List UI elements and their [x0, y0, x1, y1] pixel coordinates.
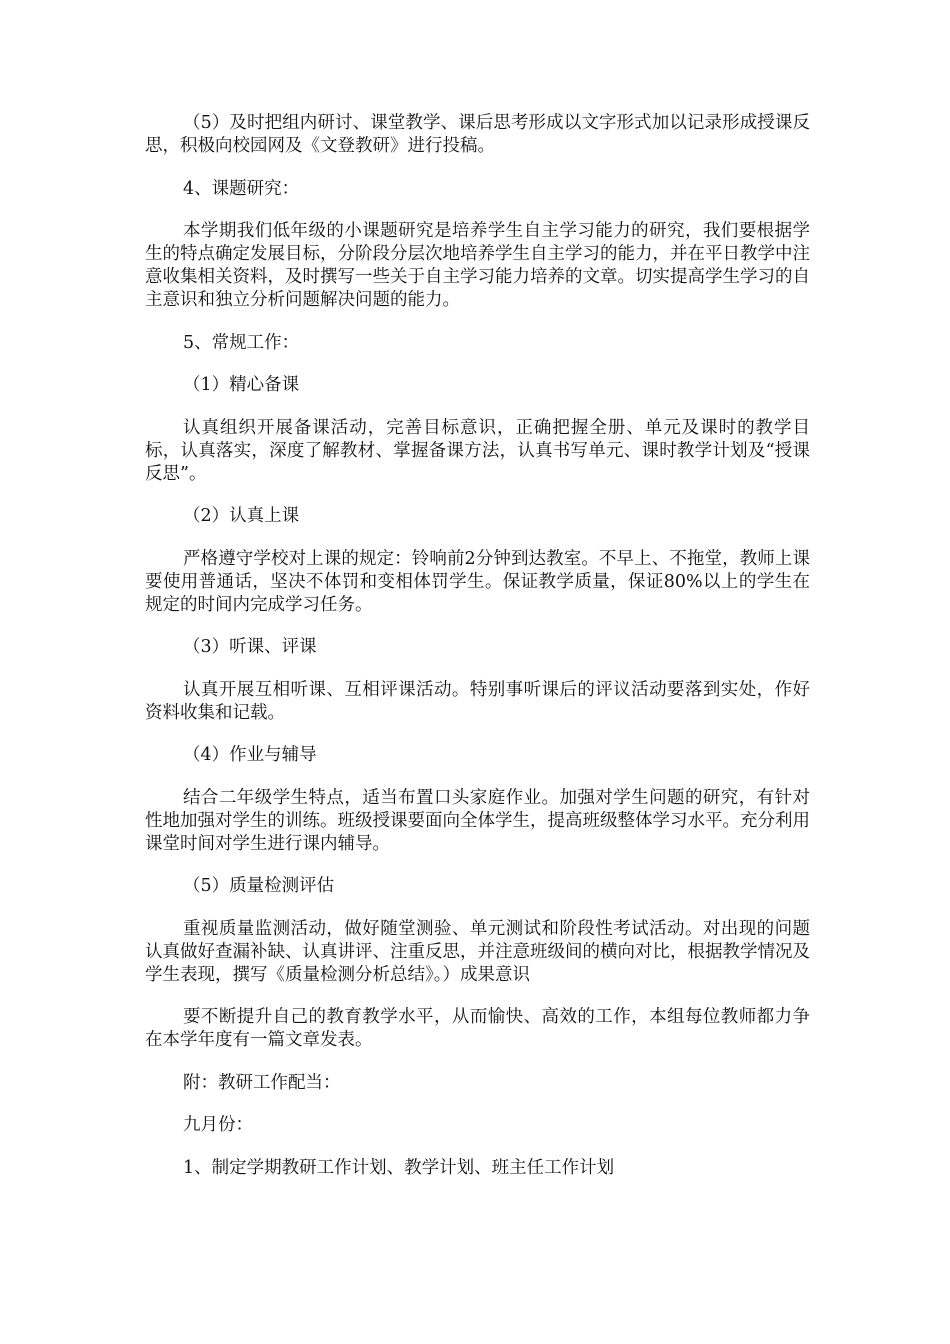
list-item-plans: 1、制定学期教研工作计划、教学计划、班主任工作计划	[183, 1157, 615, 1178]
heading-topic-research: 4、课题研究：	[183, 178, 300, 199]
heading-appendix: 附：教研工作配当：	[183, 1072, 341, 1093]
heading-september: 九月份：	[183, 1115, 253, 1135]
subheading-teaching: （2）认真上课	[183, 506, 300, 526]
paragraph-homework: 结合二年级学生特点，适当布置口头家庭作业。加强对学生问题的研究，有针对性地加强对学生的训练。班级授课要面向全体学生，提高班级整体学习水平。充分利用课堂时间对学生进行课内辅导。	[145, 787, 810, 854]
paragraph-publication-goal: 要不断提升自己的教育教学水平，从而愉快、高效的工作，本组每位教师都力争在本学年度有一篇文章发表。	[145, 1007, 810, 1050]
subheading-quality-assessment: （5）质量检测评估	[183, 876, 335, 896]
subheading-observation: （3）听课、评课	[183, 637, 317, 657]
paragraph-teaching: 严格遵守学校对上课的规定：铃响前2分钟到达教室。不早上、不拖堂，教师上课要使用普通话，坚决不体罚和变相体罚学生。保证教学质量，保证80%以上的学生在规定的时间内完成学习任务。	[145, 548, 810, 615]
paragraph-observation: 认真开展互相听课、互相评课活动。特别事听课后的评议活动要落到实处，作好资料收集和记载。	[145, 679, 810, 723]
heading-routine-work: 5、常规工作：	[183, 332, 300, 353]
paragraph-quality-assessment: 重视质量监测活动，做好随堂测验、单元测试和阶段性考试活动。对出现的问题认真做好查漏补缺、认真讲评、注重反思，并注意班级间的横向对比，根据教学情况及学生表现，撰写《质量检测分析总结》。）成果意识	[145, 918, 810, 985]
document-page	[145, 112, 810, 1199]
subheading-lesson-prep: （1）精心备课	[183, 375, 300, 395]
paragraph-lesson-prep: 认真组织开展备课活动，完善目标意识，正确把握全册、单元及课时的教学目标，认真落实，深度了解教材、掌握备课方法，认真书写单元、课时教学计划及“授课反思”。	[145, 417, 810, 484]
paragraph-topic-research: 本学期我们低年级的小课题研究是培养学生自主学习能力的研究，我们要根据学生的特点确定发展目标，分阶段分层次地培养学生自主学习的能力，并在平日教学中注意收集相关资料，及时撰写一些关于自主学习能力培养的文章。切实提高学生学习的自主意识和独立分析问题解决问题的能力。	[145, 221, 810, 310]
subheading-homework: （4）作业与辅导	[183, 745, 317, 765]
paragraph-reflection-submission: （5）及时把组内研讨、课堂教学、课后思考形成以文字形式加以记录形成授课反思，积极向校园网及《文登教研》进行投稿。	[145, 113, 810, 156]
